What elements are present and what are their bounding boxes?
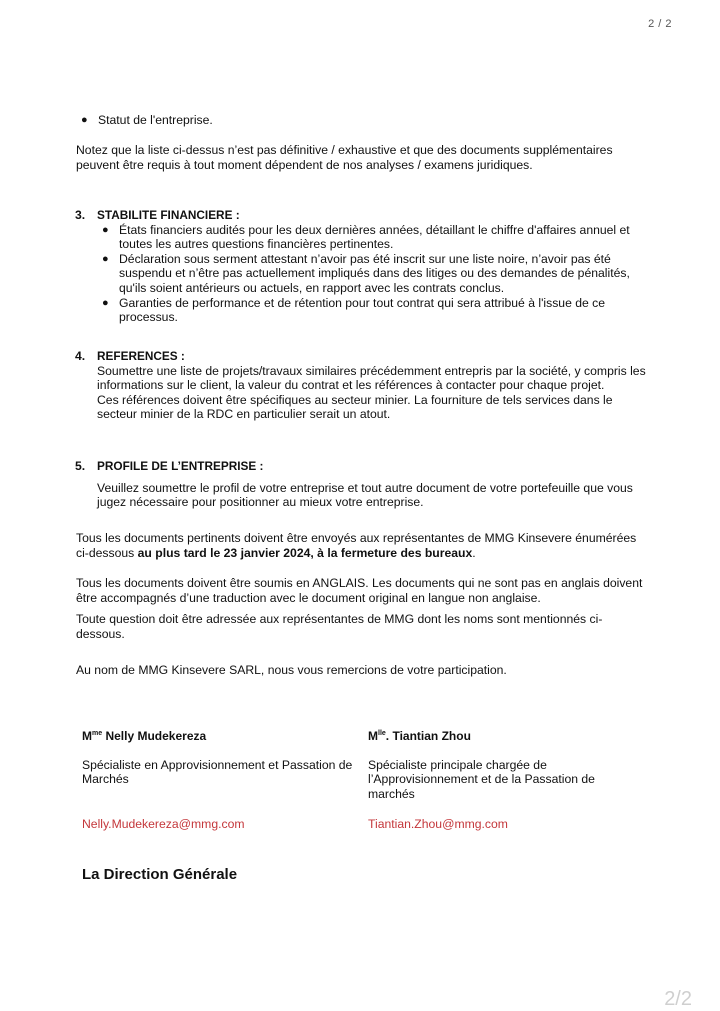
- list-item: ● États financiers audités pour les deux dernières années, détaillant le chiffre d'affaires annuel et toutes les autres questions financières pertinentes.: [102, 222, 630, 252]
- page-indicator-top: 2 / 2: [648, 18, 672, 30]
- bullet-icon: ●: [102, 252, 109, 265]
- section-references: [76, 349, 648, 422]
- signature-direction: La Direction Générale: [82, 866, 238, 883]
- deadline-paragraph: Tous les documents pertinents doivent être envoyés aux représentantes de MMG Kinsevere énumérées ci-dessous au plus tard le 23 janvier 2024, à la fermeture des bureaux.: [76, 531, 637, 560]
- bullet-icon: ●: [102, 296, 109, 309]
- section-paragraph: Soumettre une liste de projets/travaux similaires précédemment entrepris par la société, y compris les informations sur le client, la valeur du contrat et les références à contacter pour chaque projet.: [97, 363, 646, 393]
- section-paragraph: Veuillez soumettre le profil de votre entreprise et tout autre document de votre portefeuille que vous jugez nécessaire pour positionner au mieux votre entreprise.: [97, 480, 633, 510]
- section-company-profile: [76, 459, 648, 510]
- contact-role: Spécialiste principale chargée de l’Approvisionnement et de la Passation de marchés: [368, 757, 595, 801]
- section-financial-stability: [76, 208, 648, 325]
- section-title: REFERENCES :: [97, 349, 185, 363]
- language-paragraph: Tous les documents doivent être soumis en ANGLAIS. Les documents qui ne sont pas en anglais doivent être accompagnés d’une traduction avec le document original en langue non anglaise.: [76, 576, 643, 605]
- section-title: PROFILE DE L’ENTREPRISE :: [97, 459, 264, 473]
- section-paragraph: Ces références doivent être spécifiques au secteur minier. La fourniture de tels services dans le secteur minier de la RDC en particulier serait un atout.: [97, 392, 613, 422]
- contact-card-tiantian: [368, 729, 643, 831]
- questions-paragraph: Toute question doit être adressée aux représentantes de MMG dont les noms sont mentionnés ci-dessous.: [76, 612, 603, 641]
- bullet-icon: ●: [81, 114, 88, 126]
- contact-role: Spécialiste en Approvisionnement et Passation de Marchés: [82, 757, 353, 787]
- section-title: STABILITE FINANCIERE :: [97, 208, 240, 222]
- note-paragraph: Notez que la liste ci-dessus n’est pas définitive / exhaustive et que des documents supplémentaires peuvent être requis à tout moment dépendent de nos analyses / examens juridiques.: [76, 143, 613, 172]
- bullet-icon: ●: [102, 223, 109, 236]
- contact-card-nelly: [82, 729, 357, 831]
- thanks-paragraph: Au nom de MMG Kinsevere SARL, nous vous remercions de votre participation.: [76, 663, 507, 677]
- section-number: 5.: [75, 459, 86, 473]
- contact-email-link[interactable]: Tiantian.Zhou@mmg.com: [368, 817, 508, 831]
- intro-bullet-list: [76, 113, 648, 128]
- contact-email-link[interactable]: Nelly.Mudekereza@mmg.com: [82, 817, 245, 831]
- list-item: ● Garanties de performance et de rétention pour tout contrat qui sera attribué à l'issue de ce processus.: [102, 295, 606, 325]
- contact-name: $M^{me}$ Nelly Mudekereza: [82, 729, 207, 743]
- section-number: 4.: [75, 349, 86, 363]
- deadline-date: au plus tard le 23 janvier 2024, à la fermeture des bureaux: [137, 545, 473, 560]
- page-indicator-bottom: 2/2: [664, 988, 692, 1010]
- contact-name: $M^{lle}$. Tiantian Zhou: [368, 729, 471, 743]
- list-item: ● Déclaration sous serment attestant n’avoir pas été inscrit sur une liste noire, n’avoir pas été suspendu et n’être pas actuellement impliqués dans des litiges ou des demandes de pénalités, qu'ils soient antérieurs ou actuels, en rapport avec les contrats conclus.: [102, 251, 630, 295]
- section-number: 3.: [75, 208, 86, 222]
- list-item: ● Statut de l'entreprise.: [81, 113, 213, 127]
